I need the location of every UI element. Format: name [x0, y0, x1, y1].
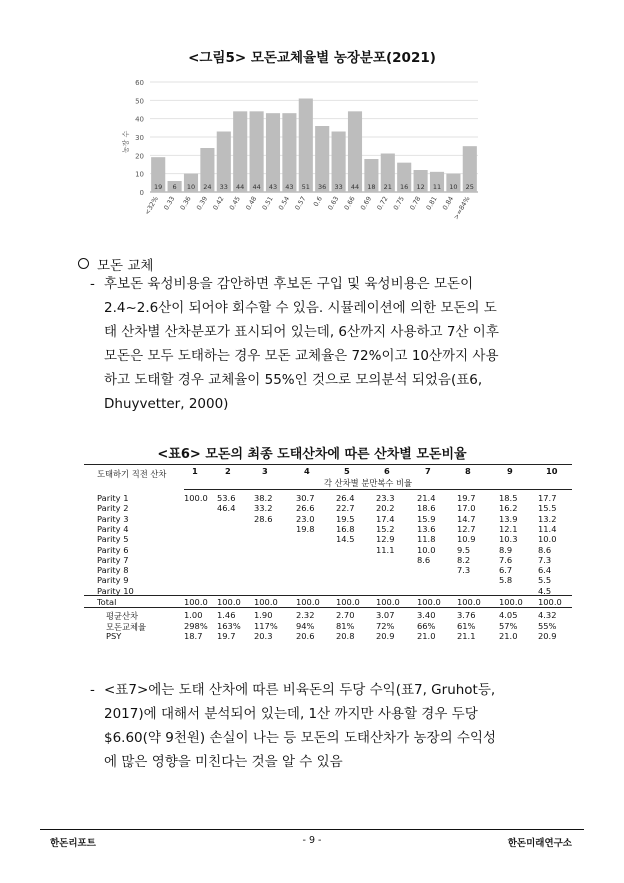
- figure-title: <그림5> 모돈교체율별 농장분포(2021): [188, 50, 436, 66]
- table-summary-label: 평균산차: [106, 611, 139, 621]
- table-summary-cell: 3.76: [457, 610, 476, 620]
- table-cell: 21.4: [417, 493, 436, 503]
- footer-divider: [40, 829, 584, 830]
- x-tick-label: 0.66: [342, 195, 357, 212]
- table-cell: 10.0: [538, 534, 557, 545]
- y-tick-label: 40: [135, 115, 144, 124]
- table-cell: 28.6: [254, 513, 273, 524]
- table-summary-cell: 94%: [296, 620, 315, 631]
- table-cell: 53.6: [217, 493, 236, 503]
- table-column-header: 3: [262, 466, 268, 476]
- data-label: 12: [416, 183, 425, 191]
- table-total-cell: 100.0: [538, 597, 562, 607]
- table-cell: 18.6: [417, 503, 436, 514]
- table-title: <표6> 모돈의 최종 도태산차에 따른 산차별 모돈비율: [157, 447, 467, 462]
- y-tick-label: 30: [135, 134, 144, 142]
- table-cell: 16.2: [499, 503, 518, 514]
- section-heading-text: 모돈 교체: [97, 258, 154, 274]
- data-label: 36: [318, 183, 327, 191]
- table-column-header: 1: [192, 466, 198, 476]
- table-row-label: Parity 5: [97, 534, 129, 545]
- table-summary-cell: 20.9: [376, 631, 395, 641]
- x-tick-label: 0.78: [408, 195, 423, 212]
- y-tick-label: 20: [135, 152, 144, 161]
- table-summary-cell: 163%: [217, 620, 241, 631]
- table-cell: 5.8: [499, 575, 513, 586]
- table-cell: 20.2: [376, 503, 395, 514]
- table-summary-label: PSY: [106, 631, 122, 641]
- table-cell: 8.6: [538, 544, 552, 555]
- table-cell: 7.6: [499, 554, 513, 565]
- data-label: 18: [367, 183, 376, 191]
- paragraph-sow-replacement: [90, 272, 570, 416]
- table-summary-cell: 20.6: [296, 631, 315, 641]
- table-cell: 19.5: [336, 513, 355, 524]
- table-cell: 10.9: [457, 534, 476, 545]
- table-cell: 8.9: [499, 544, 513, 555]
- table-summary-cell: 19.7: [217, 631, 236, 641]
- table-cell: 33.2: [254, 503, 273, 514]
- bar: [282, 113, 296, 192]
- data-label: 10: [186, 183, 196, 191]
- data-label: 33: [334, 183, 343, 191]
- data-label: 19: [154, 183, 163, 191]
- table-summary-cell: 21.0: [499, 631, 518, 641]
- table-row-label: Parity 7: [97, 554, 129, 565]
- paragraph-line: 에 많은 영향을 미친다는 것을 알 수 있음: [104, 754, 343, 770]
- table-rule: [84, 464, 572, 465]
- table-cell: 19.7: [457, 493, 476, 503]
- x-tick-label: 0.84: [440, 195, 456, 212]
- data-label: 6: [172, 183, 177, 191]
- bar: [250, 111, 264, 192]
- table-summary-cell: 2.70: [336, 610, 355, 620]
- table-cell: 23.0: [296, 513, 315, 524]
- footer-publisher: 한돈미래연구소: [507, 838, 572, 849]
- data-label: 25: [465, 183, 474, 191]
- data-label: 43: [268, 183, 278, 191]
- table-column-header: 7: [425, 466, 431, 476]
- table-summary-cell: 21.0: [417, 631, 436, 641]
- table-cell: 100.0: [184, 493, 208, 503]
- table-cell: 12.1: [499, 523, 518, 534]
- table-summary-cell: 4.05: [499, 610, 518, 620]
- table-summary-cell: 81%: [336, 620, 355, 631]
- table-cell: 6.7: [499, 565, 513, 576]
- table-summary-cell: 117%: [254, 620, 278, 631]
- table-cell: 11.1: [376, 544, 395, 555]
- table-total-cell: 100.0: [184, 597, 208, 607]
- table-cell: 15.9: [417, 513, 436, 524]
- table-cell: 17.4: [376, 513, 395, 524]
- paragraph-table7: [90, 678, 570, 774]
- y-axis-label: 농장 수: [122, 130, 130, 154]
- table-subheader: 각 산차별 분만복수 비율: [324, 478, 413, 488]
- table-summary-cell: 1.90: [254, 610, 273, 620]
- farm-distribution-chart: [118, 74, 488, 234]
- table-column-header: 6: [384, 466, 390, 476]
- table-cell: 14.5: [336, 534, 355, 545]
- table-cell: 8.2: [457, 554, 471, 565]
- table-cell: 13.6: [417, 523, 436, 534]
- table-cell: 18.5: [499, 493, 518, 503]
- table-row-label: Parity 1: [97, 493, 129, 503]
- y-tick-label: 50: [135, 97, 144, 106]
- data-label: 21: [383, 183, 392, 191]
- table-cell: 7.3: [538, 554, 552, 565]
- bar: [299, 99, 313, 193]
- table-summary-cell: 55%: [538, 620, 557, 631]
- table-row-label: Parity 10: [97, 585, 134, 596]
- y-tick-label: 10: [135, 170, 144, 179]
- paragraph-line: $6.60(약 9천원) 손실이 나는 등 모돈의 도태산차가 농장의 수익성: [104, 730, 497, 746]
- table-summary-cell: 1.46: [217, 610, 236, 620]
- data-label: 10: [449, 183, 458, 191]
- table-rule: [84, 607, 572, 608]
- y-tick-label: 0: [139, 189, 144, 197]
- table-total-cell: 100.0: [336, 597, 360, 607]
- table-summary-cell: 4.32: [538, 610, 557, 620]
- footer-publication: 한돈리포트: [50, 838, 96, 849]
- table-cell: 9.5: [457, 544, 471, 555]
- table-row-label: Parity 4: [97, 523, 129, 534]
- table-column-header: 4: [304, 466, 310, 476]
- data-label: 43: [285, 183, 294, 191]
- parity-table: [84, 463, 572, 644]
- table-summary-cell: 3.40: [417, 610, 436, 620]
- dash-bullet: -: [90, 682, 95, 698]
- table-summary-label: 모돈교체율: [106, 621, 147, 632]
- data-label: 44: [350, 183, 360, 191]
- table-cell: 14.7: [457, 513, 476, 524]
- data-label: 33: [219, 183, 228, 191]
- table-corner-label: 도태하기 직전 산차: [97, 469, 167, 479]
- table-summary-cell: 20.9: [538, 631, 557, 641]
- section-heading: [78, 254, 153, 274]
- x-tick-label: 0.48: [244, 195, 259, 212]
- x-tick-label: 0.57: [293, 195, 308, 212]
- table-total-cell: 100.0: [499, 597, 523, 607]
- bar: [233, 111, 247, 192]
- paragraph-line: 모돈은 모두 도태하는 경우 모돈 교체율은 72%이고 10산까지 사용: [104, 348, 499, 364]
- x-tick-label: 0.39: [194, 195, 210, 212]
- table-total-cell: 100.0: [417, 597, 441, 607]
- x-tick-label: 0.36: [178, 195, 193, 212]
- paragraph-line: 하고 도태할 경우 교체율이 55%인 것으로 모의분석 되었음(표6,: [104, 372, 483, 388]
- table-column-header: 8: [465, 466, 471, 476]
- paragraph-line: 2.4~2.6산이 되어야 회수할 수 있음. 시뮬레이션에 의한 모돈의 도: [104, 300, 497, 316]
- paragraph-line: 후보돈 육성비용을 감안하면 후보돈 구입 및 육성비용은 모돈이: [104, 276, 474, 292]
- table-row-label: Parity 3: [97, 513, 129, 524]
- table-summary-cell: 21.1: [457, 631, 476, 641]
- table-cell: 7.3: [457, 565, 471, 576]
- table-column-header: 5: [344, 466, 350, 476]
- x-tick-label: >=84%: [451, 195, 472, 221]
- table-column-header: 9: [507, 466, 513, 476]
- table-row-label: Parity 9: [97, 575, 129, 586]
- x-tick-label: 0.51: [260, 195, 275, 212]
- table-total-cell: 100.0: [457, 597, 481, 607]
- table-total-cell: 100.0: [254, 597, 278, 607]
- table-cell: 12.9: [376, 534, 395, 545]
- table-cell: 46.4: [217, 503, 236, 514]
- x-tick-label: 0.75: [391, 195, 406, 212]
- table-cell: 12.7: [457, 523, 476, 534]
- table-cell: 15.2: [376, 523, 395, 534]
- y-tick-label: 60: [135, 79, 144, 87]
- table-cell: 11.8: [417, 534, 436, 545]
- x-tick-label: 0.45: [227, 195, 242, 212]
- table-column-header: 2: [225, 466, 231, 476]
- data-label: 11: [432, 183, 442, 191]
- x-tick-label: 0.6: [311, 195, 324, 208]
- data-label: 24: [203, 183, 212, 191]
- table-summary-cell: 57%: [499, 620, 518, 631]
- table-summary-cell: 1.00: [184, 610, 203, 620]
- table-rule: [84, 595, 572, 596]
- table-cell: 19.8: [296, 523, 315, 534]
- table-summary-cell: 3.07: [376, 610, 395, 620]
- x-tick-label: 0.54: [276, 195, 292, 212]
- x-tick-label: 0.42: [211, 195, 226, 212]
- table-cell: 17.0: [457, 503, 476, 514]
- paragraph-line: 태 산차별 산차분포가 표시되어 있는데, 6산까지 사용하고 7산 이후: [104, 324, 499, 340]
- footer-page-number: - 9 -: [302, 835, 322, 846]
- x-tick-label: 0.33: [162, 195, 177, 212]
- table-rule: [184, 489, 572, 490]
- circle-bullet-icon: [78, 258, 89, 269]
- data-label: 51: [301, 183, 310, 191]
- x-tick-label: <32%: [143, 195, 160, 217]
- table-summary-cell: 20.8: [336, 631, 355, 641]
- table-cell: 30.7: [296, 493, 315, 503]
- table-summary-cell: 20.3: [254, 631, 273, 641]
- table-row-label: Parity 8: [97, 565, 129, 576]
- table-summary-cell: 61%: [457, 620, 476, 631]
- paragraph-line: <표7>에는 도태 산차에 따른 비육돈의 두당 수익(표7, Gruhot등,: [104, 682, 496, 698]
- table-cell: 10.3: [499, 534, 518, 545]
- table-cell: 10.0: [417, 544, 436, 555]
- bar: [266, 113, 280, 192]
- table-total-cell: 100.0: [296, 597, 320, 607]
- paragraph-line: 2017)에 대해서 분석되어 있는데, 1산 까지만 사용할 경우 두당: [104, 706, 478, 722]
- bar: [348, 111, 362, 192]
- table-cell: 8.6: [417, 554, 431, 565]
- table-row-label: Parity 6: [97, 544, 129, 555]
- table-total-cell: 100.0: [376, 597, 400, 607]
- table-cell: 11.4: [538, 523, 557, 534]
- table-summary-cell: 298%: [184, 620, 208, 631]
- data-label: 16: [400, 183, 409, 191]
- dash-bullet: -: [90, 276, 95, 292]
- table-cell: 26.4: [336, 493, 355, 503]
- x-tick-label: 0.69: [358, 195, 374, 212]
- table-cell: 6.4: [538, 565, 552, 576]
- table-cell: 16.8: [336, 523, 355, 534]
- table-cell: 13.2: [538, 513, 557, 524]
- data-label: 44: [236, 183, 245, 191]
- table-cell: 4.5: [538, 585, 552, 596]
- table-cell: 13.9: [499, 513, 518, 524]
- table-total-label: Total: [97, 597, 117, 607]
- table-summary-cell: 72%: [376, 620, 395, 631]
- x-tick-label: 0.72: [375, 195, 390, 212]
- table-cell: 23.3: [376, 493, 395, 503]
- table-cell: 15.5: [538, 503, 557, 514]
- x-tick-label: 0.63: [326, 195, 341, 212]
- table-column-header: 10: [546, 466, 558, 476]
- x-tick-label: 0.81: [424, 195, 439, 212]
- table-summary-cell: 2.32: [296, 610, 315, 620]
- table-cell: 26.6: [296, 503, 315, 514]
- table-cell: 38.2: [254, 493, 273, 503]
- data-label: 44: [252, 183, 261, 191]
- table-row-label: Parity 2: [97, 503, 129, 514]
- table-summary-cell: 66%: [417, 620, 436, 631]
- paragraph-line: Dhuyvetter, 2000): [104, 396, 229, 412]
- table-total-cell: 100.0: [217, 597, 241, 607]
- table-summary-cell: 18.7: [184, 631, 203, 641]
- table-cell: 17.7: [538, 493, 557, 503]
- table-cell: 22.7: [336, 503, 355, 514]
- table-cell: 5.5: [538, 575, 552, 586]
